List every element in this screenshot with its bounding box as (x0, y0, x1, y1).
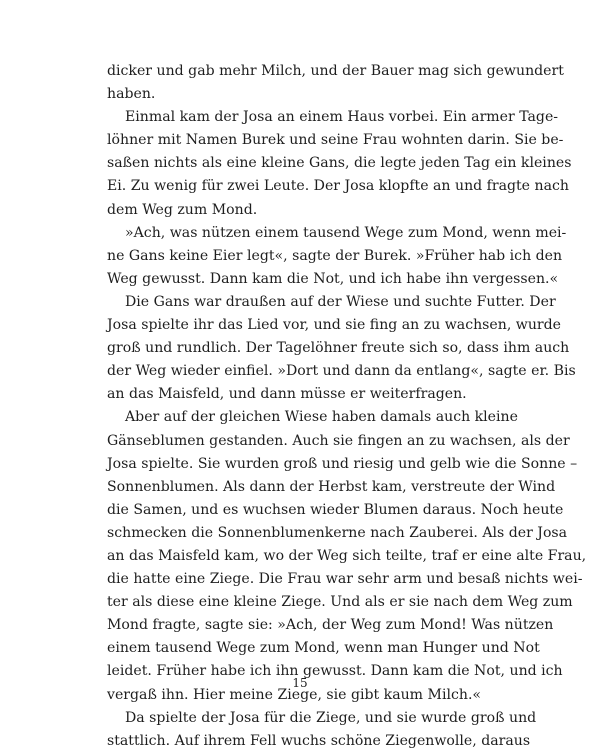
text-line: »Ach, was nützen einem tausend Wege zum Mond, wenn mei- (125, 224, 567, 241)
text-line: saßen nichts als eine kleine Gans, die legte jeden Tag ein kleines (107, 155, 572, 172)
text-line: Josa spielte. Sie wurden groß und riesig und gelb wie die Sonne – (107, 455, 578, 472)
text-line: Ei. Zu wenig für zwei Leute. Der Josa klopfte an und fragte nach (107, 178, 569, 195)
text-line: der Weg wieder einfiel. »Dort und dann da entlang«, sagte er. Bis (107, 363, 576, 380)
text-line: einem tausend Wege zum Mond, wenn man Hunger und Not (107, 640, 540, 657)
text-line: löhner mit Namen Burek und seine Frau wohnten darin. Sie be- (107, 132, 564, 149)
text-line: leidet. Früher habe ich ihn gewusst. Dann kam die Not, und ich (107, 663, 563, 680)
text-line: die hatte eine Ziege. Die Frau war sehr arm und besaß nichts wei- (107, 571, 583, 588)
text-line: Aber auf der gleichen Wiese haben damals auch kleine (125, 409, 518, 426)
text-line: ter als diese eine kleine Ziege. Und als er sie nach dem Weg zum (107, 594, 573, 611)
text-line: schmecken die Sonnenblumenkerne nach Zauberei. Als der Josa (107, 524, 568, 541)
text-line: stattlich. Auf ihrem Fell wuchs schöne Ziegenwolle, daraus (107, 732, 531, 749)
text-line: Gänseblumen gestanden. Auch sie fingen an zu wachsen, als der (107, 432, 570, 449)
text-line: die Samen, und es wuchsen wieder Blumen daraus. Noch heute (107, 501, 564, 518)
text-line: vergaß ihn. Hier meine Ziege, sie gibt kaum Milch.« (107, 686, 482, 703)
text-line: dem Weg zum Mond. (107, 201, 258, 218)
text-line: Sonnenblumen. Als dann der Herbst kam, verstreute der Wind (107, 478, 556, 495)
text-line: Weg gewusst. Dann kam die Not, und ich habe ihn vergessen.« (107, 270, 559, 287)
text-line: Mond fragte, sagte sie: »Ach, der Weg zum Mond! Was nützen (107, 617, 554, 634)
text-line: haben. (107, 86, 156, 103)
page-number: 15 (292, 676, 308, 690)
text-line: an das Maisfeld kam, wo der Weg sich teilte, traf er eine alte Frau, (107, 547, 587, 564)
text-line: Einmal kam der Josa an einem Haus vorbei. Ein armer Tage- (125, 109, 559, 126)
text-line: Die Gans war draußen auf der Wiese und suchte Futter. Der (125, 293, 556, 310)
text-line: ne Gans keine Eier legt«, sagte der Burek. »Früher hab ich den (107, 247, 563, 264)
text-line: groß und rundlich. Der Tagelöhner freute sich so, dass ihm auch (107, 340, 570, 357)
text-line: dicker und gab mehr Milch, und der Bauer mag sich gewundert (107, 63, 564, 79)
page-text (107, 60, 587, 753)
text-line: Josa spielte ihr das Lied vor, und sie fing an zu wachsen, wurde (107, 317, 562, 334)
text-line: an das Maisfeld, und dann müsse er weiterfragen. (107, 386, 467, 403)
text-line: Da spielte der Josa für die Ziege, und sie wurde groß und (125, 709, 537, 726)
